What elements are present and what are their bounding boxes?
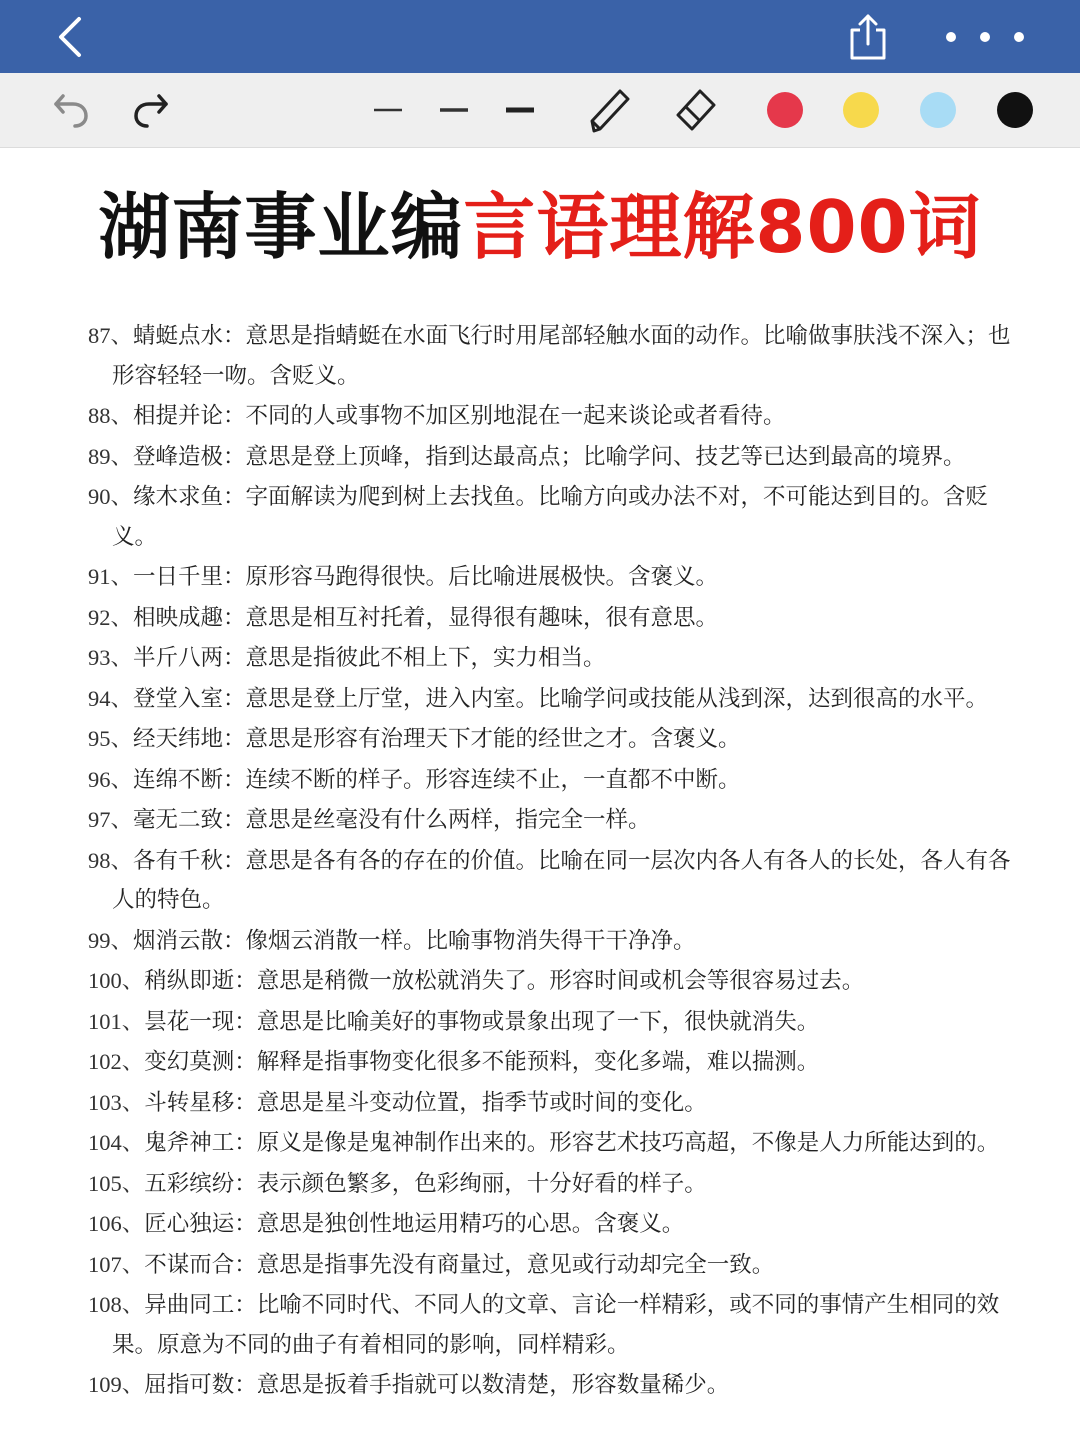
yellow-swatch: [843, 92, 879, 128]
vocabulary-list: [88, 316, 1023, 1406]
medium-line-icon: [439, 105, 469, 115]
entry-definition: 像烟云消散一样。比喻事物消失得干干净净。: [245, 927, 696, 954]
list-item: [88, 679, 1023, 720]
list-item: [88, 719, 1023, 760]
entry-term: 登堂入室：: [133, 685, 246, 712]
entry-term: 半斤八两：: [133, 645, 246, 671]
eraser-tool-button[interactable]: [668, 73, 722, 147]
list-item: [88, 1083, 1023, 1124]
stroke-medium-button[interactable]: [434, 73, 474, 147]
entry-number: 89、: [88, 443, 134, 469]
entry-number: 104、: [88, 1130, 145, 1155]
entry-number: 97、: [88, 807, 134, 832]
entry-definition: 原义是像是鬼神制作出来的。形容艺术技巧高超，不像是人力所能达到的。: [256, 1130, 1000, 1156]
entry-term: 变幻莫测：: [144, 1049, 257, 1075]
entry-definition: 原形容马跑得很快。后比喻进展极快。含褒义。: [245, 564, 719, 590]
entry-definition: 字面解读为爬到树上去找鱼。比喻方向或办法不对，不可能达到目的。含贬义。: [112, 484, 989, 550]
entry-definition: 意思是独创性地运用精巧的心思。含褒义。: [256, 1211, 685, 1237]
list-item: [88, 921, 1023, 962]
list-item: [88, 1164, 1023, 1205]
undo-icon: [51, 90, 91, 130]
entry-definition: 意思是扳着手指就可以数清楚，形容数量稀少。: [256, 1372, 730, 1398]
eraser-icon: [672, 85, 718, 135]
entry-definition: 意思是登上厅堂，进入内室。比喻学问或技能从浅到深，达到很高的水平。: [245, 685, 989, 712]
stroke-thin-button[interactable]: [368, 73, 408, 147]
black-swatch: [997, 92, 1033, 128]
entry-term: 相提并论：: [133, 403, 246, 429]
stroke-thick-button[interactable]: [500, 73, 540, 147]
list-item: [88, 1123, 1023, 1164]
list-item: [88, 800, 1023, 841]
entry-term: 各有千秋：: [133, 847, 246, 874]
entry-number: 87、: [88, 323, 134, 348]
red-swatch: [767, 92, 803, 128]
entry-number: 93、: [88, 645, 134, 670]
entry-definition: 意思是比喻美好的事物或景象出现了一下，很快就消失。: [256, 1008, 820, 1035]
entry-term: 一日千里：: [133, 564, 246, 590]
list-item: [88, 557, 1023, 598]
entry-number: 98、: [88, 847, 134, 873]
entry-number: 91、: [88, 564, 134, 589]
light-blue-swatch: [920, 92, 956, 128]
entry-definition: 比喻不同时代、不同人的文章、言论一样精彩，或不同的事情产生相同的效果。原意为不同的曲子有着相同的影响，同样精彩。: [112, 1292, 1000, 1358]
list-item: [88, 638, 1023, 679]
list-item: [88, 1042, 1023, 1083]
entry-number: 101、: [88, 1008, 145, 1034]
entry-term: 屈指可数：: [144, 1372, 257, 1398]
entry-number: 106、: [88, 1211, 145, 1236]
entry-number: 94、: [88, 685, 134, 711]
entry-definition: 意思是星斗变动位置，指季节或时间的变化。: [256, 1089, 707, 1116]
entry-number: 108、: [88, 1292, 145, 1317]
top-navigation-bar: [0, 0, 1080, 73]
entry-number: 88、: [88, 403, 134, 428]
entry-definition: 不同的人或事物不加区别地混在一起来谈论或者看待。: [245, 403, 786, 429]
entry-definition: 意思是相互衬托着，显得很有趣味，很有意思。: [245, 604, 719, 631]
share-button[interactable]: [836, 0, 900, 73]
list-item: [88, 477, 1023, 557]
list-item: [88, 598, 1023, 639]
entry-number: 109、: [88, 1372, 145, 1397]
entry-term: 相映成趣：: [133, 604, 246, 631]
redo-icon: [131, 90, 171, 130]
entry-definition: 连续不断的样子。形容连续不止，一直都不中断。: [245, 766, 741, 793]
entry-term: 异曲同工：: [144, 1292, 257, 1318]
entry-term: 稍纵即逝：: [144, 968, 257, 994]
list-item: [88, 1365, 1023, 1406]
entry-term: 斗转星移：: [144, 1089, 257, 1116]
pen-tool-button[interactable]: [582, 73, 636, 147]
entry-definition: 意思是稍微一放松就消失了。形容时间或机会等很容易过去。: [256, 968, 865, 994]
color-black-button[interactable]: [992, 73, 1038, 147]
list-item: [88, 1204, 1023, 1245]
color-red-button[interactable]: [762, 73, 808, 147]
entry-number: 102、: [88, 1049, 145, 1074]
back-button[interactable]: [40, 0, 100, 73]
share-icon: [848, 12, 888, 62]
thin-line-icon: [373, 105, 403, 115]
entry-term: 连绵不断：: [133, 766, 246, 793]
entry-number: 90、: [88, 484, 134, 509]
entry-term: 不谋而合：: [144, 1251, 257, 1278]
entry-term: 鬼斧神工：: [144, 1130, 257, 1156]
entry-number: 99、: [88, 927, 134, 953]
entry-definition: 解释是指事物变化很多不能预料，变化多端，难以揣测。: [256, 1049, 820, 1075]
more-options-button[interactable]: [930, 0, 1040, 73]
entry-definition: 意思是形容有治理天下才能的经世之才。含褒义。: [245, 726, 741, 752]
page-title: [0, 172, 1080, 282]
entry-number: 103、: [88, 1089, 145, 1115]
entry-definition: 意思是丝毫没有什么两样，指完全一样。: [245, 807, 651, 833]
redo-button[interactable]: [126, 73, 176, 147]
entry-definition: 意思是指事先没有商量过，意见或行动却完全一致。: [256, 1251, 775, 1278]
list-item: [88, 841, 1023, 921]
entry-term: 缘木求鱼：: [133, 484, 246, 510]
entry-definition: 意思是登上顶峰，指到达最高点；比喻学问、技艺等已达到最高的境界。: [245, 443, 966, 470]
color-yellow-button[interactable]: [838, 73, 884, 147]
color-light-blue-button[interactable]: [915, 73, 961, 147]
list-item: [88, 1002, 1023, 1043]
list-item: [88, 760, 1023, 801]
entry-definition: 意思是指蜻蜓在水面飞行时用尾部轻触水面的动作。比喻做事肤浅不深入；也形容轻轻一吻。含贬义。: [112, 323, 1011, 389]
annotation-toolbar: [0, 73, 1080, 148]
entry-term: 昙花一现：: [144, 1008, 257, 1035]
entry-term: 五彩缤纷：: [144, 1170, 257, 1197]
list-item: [88, 961, 1023, 1002]
entry-term: 毫无二致：: [133, 807, 246, 833]
entry-term: 登峰造极：: [133, 443, 246, 470]
title-part-red: 言语理解800词: [463, 185, 982, 269]
list-item: [88, 316, 1023, 396]
entry-number: 95、: [88, 726, 134, 751]
title-part-black: 湖南事业编: [98, 185, 464, 269]
entry-number: 105、: [88, 1170, 145, 1196]
list-item: [88, 437, 1023, 478]
list-item: [88, 1285, 1023, 1365]
entry-term: 匠心独运：: [144, 1211, 257, 1237]
entry-term: 烟消云散：: [133, 927, 246, 954]
entry-number: 92、: [88, 604, 134, 630]
list-item: [88, 1245, 1023, 1286]
entry-number: 100、: [88, 968, 145, 993]
more-dots-icon: [940, 30, 1030, 44]
undo-button[interactable]: [46, 73, 96, 147]
chevron-left-icon: [55, 15, 85, 59]
thick-line-icon: [505, 105, 535, 115]
entry-term: 经天纬地：: [133, 726, 246, 752]
entry-term: 蜻蜓点水：: [133, 323, 246, 349]
entry-definition: 表示颜色繁多，色彩绚丽，十分好看的样子。: [256, 1170, 707, 1197]
entry-number: 107、: [88, 1251, 145, 1277]
entry-definition: 意思是各有各的存在的价值。比喻在同一层次内各人有各人的长处，各人有各人的特色。: [112, 847, 1011, 913]
entry-definition: 意思是指彼此不相上下，实力相当。: [245, 645, 606, 671]
entry-number: 96、: [88, 766, 134, 792]
list-item: [88, 396, 1023, 437]
pencil-icon: [586, 85, 632, 135]
